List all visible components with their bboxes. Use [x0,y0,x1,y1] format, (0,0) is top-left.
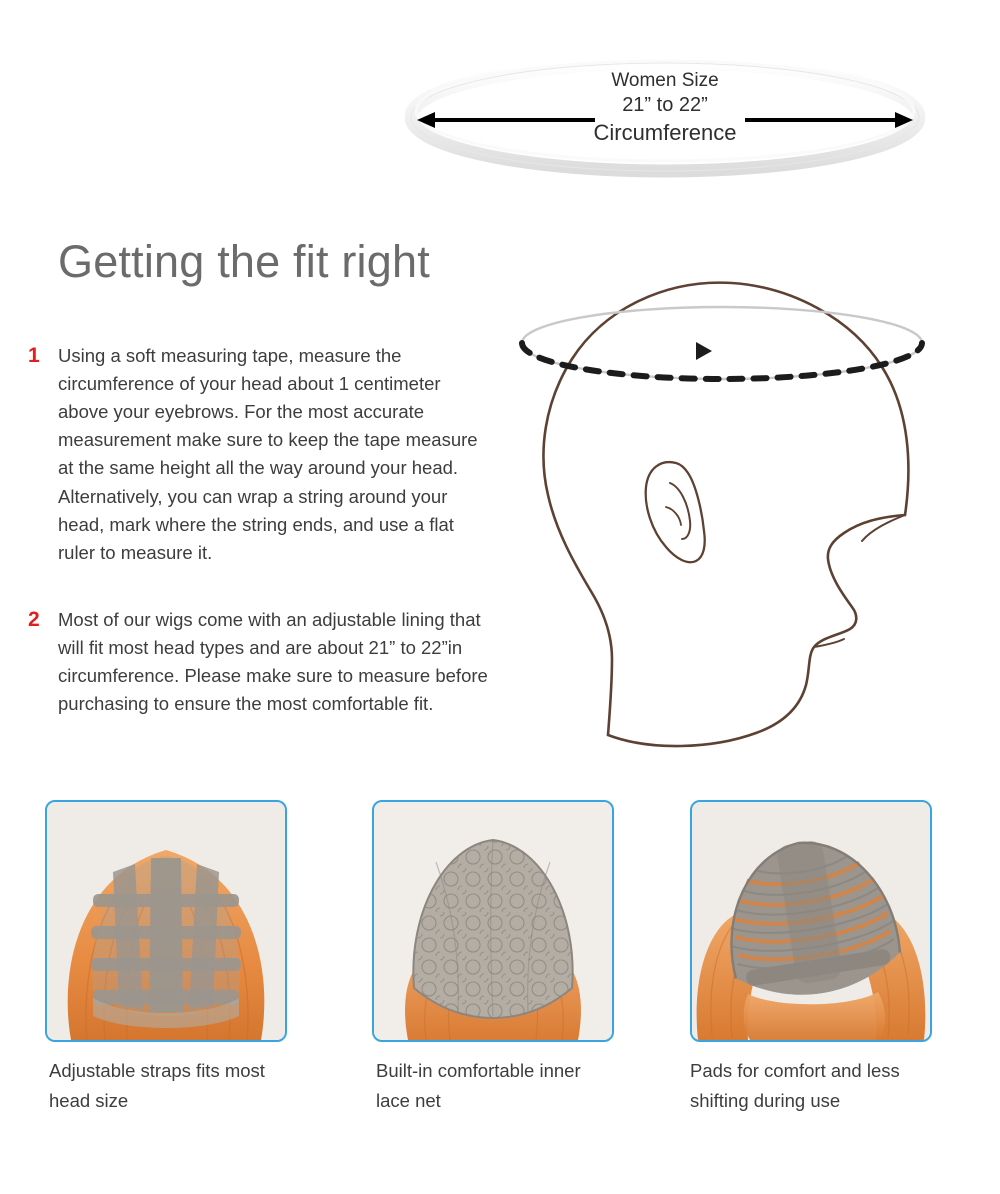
instruction-step-2 [28,606,488,718]
feature-card-adjustable-straps [45,800,283,1116]
wig-cap-lace-image [374,802,612,1040]
card-caption: Built-in comfortable inner lace net [376,1060,581,1111]
band-label [405,69,925,147]
wig-cap-photo-straps [45,800,287,1042]
feature-cards [0,800,1000,1145]
wig-cap-photo-lace [372,800,614,1042]
head-measurement-illustration [500,215,970,760]
feature-card-comfort-pads [690,800,928,1116]
women-size-band [405,55,925,180]
step-number: 1 [28,344,40,367]
wig-cap-photo-pads [690,800,932,1042]
feature-card-inner-lace-net [372,800,610,1116]
band-label-line1: Women Size [611,70,719,91]
band-label-line3: Circumference [593,119,737,145]
step-text: Using a soft measuring tape, measure the circumference of your head about 1 centimeter above your eyebrows. For the most accurate measurement make sure to keep the tape measure at the same height all the way around your head. Alternatively, you can wrap a string around your head, mark where the string ends, and use a flat ruler to measure it. [58,345,478,563]
band-label-line2: 21” to 22” [622,94,708,117]
page-title: Getting the fit right [58,236,430,287]
wig-cap-straps-image [47,802,285,1040]
step-number: 2 [28,608,40,631]
card-caption: Adjustable straps fits most head size [49,1060,265,1111]
step-text: Most of our wigs come with an adjustable lining that will fit most head types and are about 21” to 22”in circumference. Please make sure to measure before purchasing to ensure the most comfortable fit. [58,609,488,715]
wig-cap-pads-image [692,802,930,1040]
card-caption: Pads for comfort and less shifting during use [690,1060,900,1111]
instruction-step-1 [28,342,488,567]
